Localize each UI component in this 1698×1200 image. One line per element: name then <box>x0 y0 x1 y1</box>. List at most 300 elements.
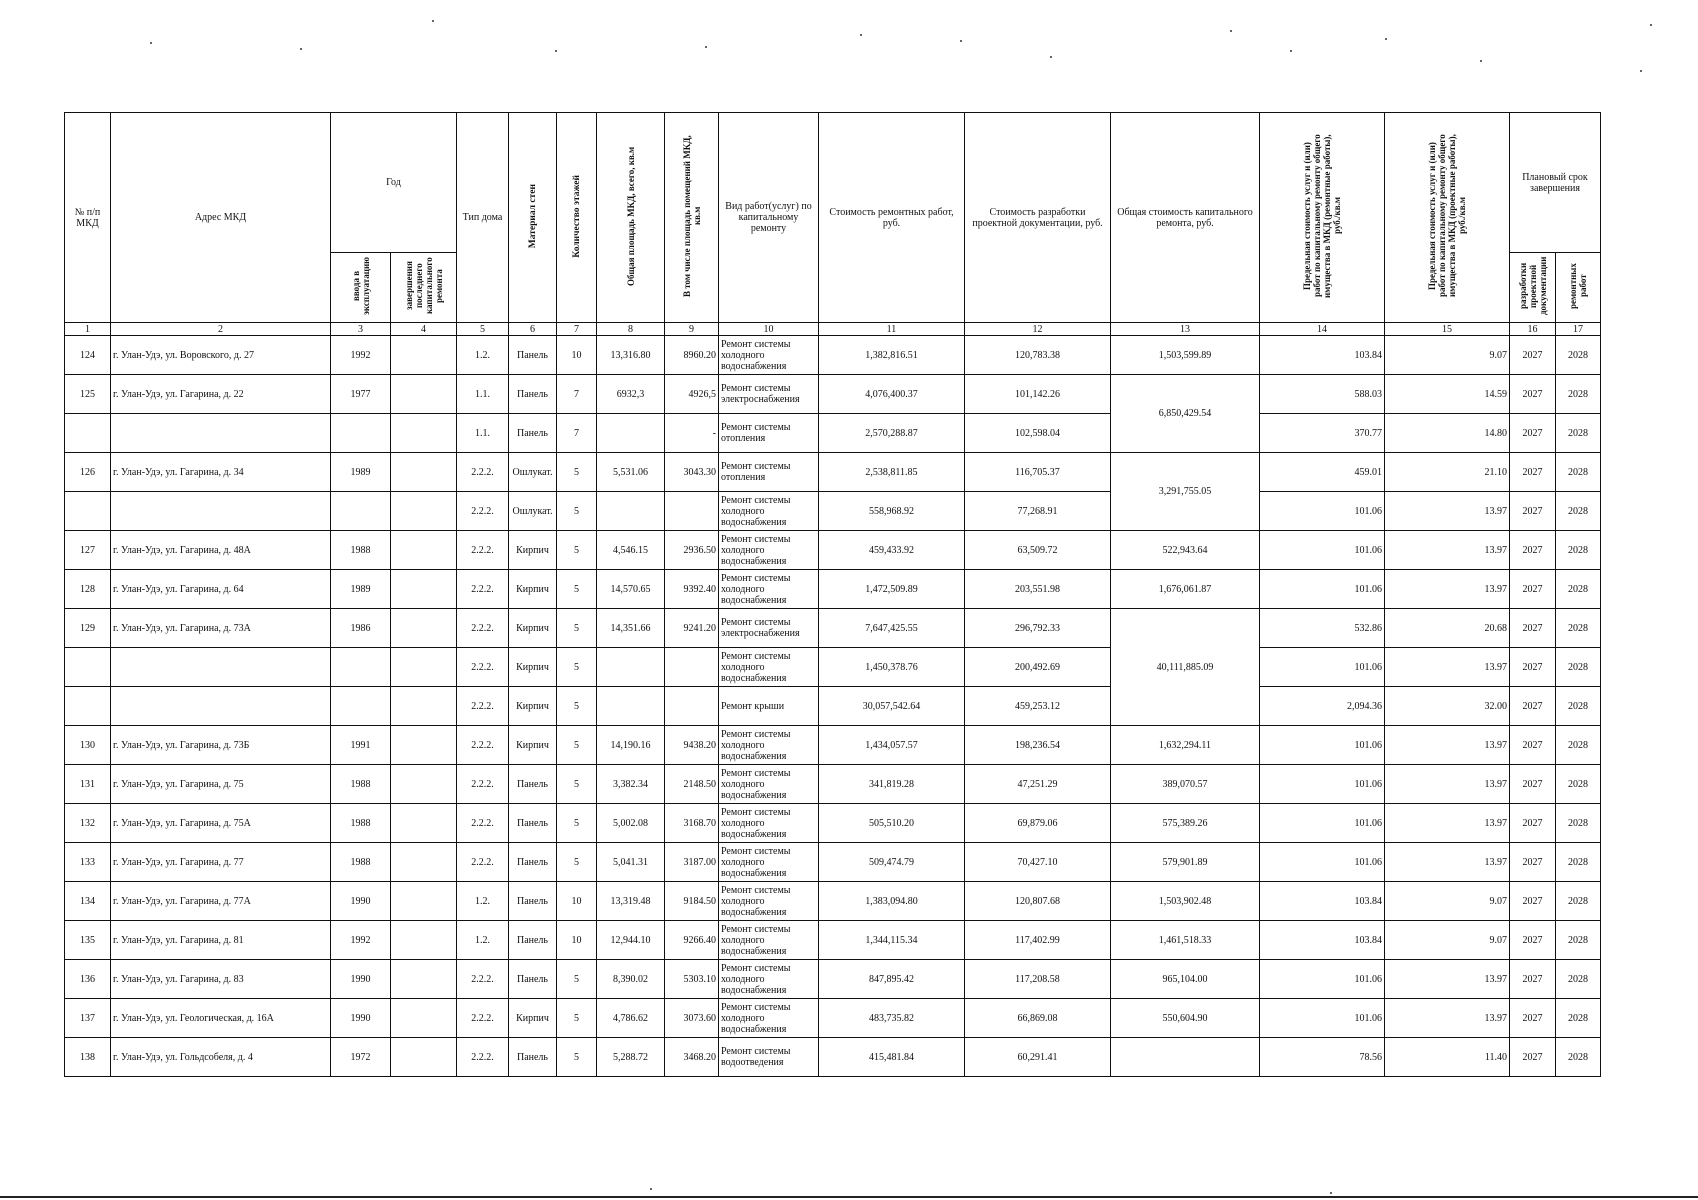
row-number <box>65 648 111 687</box>
row-number: 134 <box>65 882 111 921</box>
column-number: 12 <box>965 323 1111 336</box>
row-address: г. Улан-Удэ, ул. Гагарина, д. 64 <box>111 570 331 609</box>
row-house-type: 1.2. <box>457 882 509 921</box>
row-deadline-design: 2027 <box>1510 882 1556 921</box>
table-row <box>65 804 1601 843</box>
row-repair-cost: 7,647,425.55 <box>819 609 965 648</box>
row-house-type: 2.2.2. <box>457 570 509 609</box>
row-limit-cost-design: 14.80 <box>1385 414 1510 453</box>
row-deadline-repair: 2028 <box>1556 960 1601 999</box>
row-work-type: Ремонт системы холодного водоснабжения <box>719 921 819 960</box>
column-number: 8 <box>597 323 665 336</box>
table-row <box>65 843 1601 882</box>
row-limit-cost-repair: 101.06 <box>1260 531 1385 570</box>
row-total-cost: 1,503,599.89 <box>1111 336 1260 375</box>
row-design-cost: 63,509.72 <box>965 531 1111 570</box>
row-floors: 5 <box>557 843 597 882</box>
row-address: г. Улан-Удэ, ул. Гагарина, д. 83 <box>111 960 331 999</box>
table-row <box>65 1038 1601 1077</box>
row-number: 127 <box>65 531 111 570</box>
row-year-commission: 1977 <box>331 375 391 414</box>
table-row <box>65 453 1601 492</box>
row-number: 132 <box>65 804 111 843</box>
row-number: 130 <box>65 726 111 765</box>
row-repair-cost: 483,735.82 <box>819 999 965 1038</box>
table-row <box>65 375 1601 414</box>
row-design-cost: 120,783.38 <box>965 336 1111 375</box>
row-deadline-design: 2027 <box>1510 687 1556 726</box>
row-deadline-design: 2027 <box>1510 492 1556 531</box>
row-work-type: Ремонт системы отопления <box>719 414 819 453</box>
row-work-type: Ремонт системы холодного водоснабжения <box>719 648 819 687</box>
row-wall-material: Кирпич <box>509 999 557 1038</box>
row-deadline-design: 2027 <box>1510 609 1556 648</box>
row-premises-area <box>665 687 719 726</box>
row-limit-cost-design: 13.97 <box>1385 492 1510 531</box>
row-premises-area: 3073.60 <box>665 999 719 1038</box>
row-year-commission: 1972 <box>331 1038 391 1077</box>
column-number: 2 <box>111 323 331 336</box>
row-deadline-repair: 2028 <box>1556 453 1601 492</box>
row-repair-cost: 1,472,509.89 <box>819 570 965 609</box>
row-total-area: 5,002.08 <box>597 804 665 843</box>
row-repair-cost: 505,510.20 <box>819 804 965 843</box>
row-floors: 5 <box>557 999 597 1038</box>
row-year-commission: 1986 <box>331 609 391 648</box>
row-premises-area: 9266.40 <box>665 921 719 960</box>
row-address <box>111 648 331 687</box>
column-number: 10 <box>719 323 819 336</box>
header-total-area <box>597 113 665 323</box>
scan-speck <box>300 48 302 50</box>
header-year-last-repair <box>391 253 457 323</box>
row-year-commission <box>331 492 391 531</box>
header-premises-area <box>665 113 719 323</box>
header-design-cost: Стоимость разработки проектной документации, руб. <box>965 113 1111 323</box>
row-deadline-repair: 2028 <box>1556 336 1601 375</box>
row-wall-material: Панель <box>509 414 557 453</box>
row-year-last-repair <box>391 453 457 492</box>
column-number: 1 <box>65 323 111 336</box>
row-year-last-repair <box>391 336 457 375</box>
table-row <box>65 648 1601 687</box>
row-deadline-repair: 2028 <box>1556 726 1601 765</box>
header-address: Адрес МКД <box>111 113 331 323</box>
row-house-type: 2.2.2. <box>457 804 509 843</box>
scan-speck <box>150 42 152 44</box>
row-deadline-repair: 2028 <box>1556 648 1601 687</box>
row-premises-area: 3043.30 <box>665 453 719 492</box>
row-premises-area: 4926,5 <box>665 375 719 414</box>
row-total-cost: 1,461,518.33 <box>1111 921 1260 960</box>
row-design-cost: 296,792.33 <box>965 609 1111 648</box>
repair-table <box>64 112 1601 1077</box>
row-address: г. Улан-Удэ, ул. Гагарина, д. 22 <box>111 375 331 414</box>
row-total-cost: 522,943.64 <box>1111 531 1260 570</box>
row-premises-area: 9184.50 <box>665 882 719 921</box>
row-wall-material: Кирпич <box>509 531 557 570</box>
row-deadline-repair: 2028 <box>1556 414 1601 453</box>
row-premises-area <box>665 492 719 531</box>
row-address: г. Улан-Удэ, ул. Гольдсобеля, д. 4 <box>111 1038 331 1077</box>
header-deadline-repair <box>1556 253 1601 323</box>
row-house-type: 1.2. <box>457 921 509 960</box>
row-floors: 7 <box>557 375 597 414</box>
row-design-cost: 200,492.69 <box>965 648 1111 687</box>
row-wall-material: Кирпич <box>509 687 557 726</box>
row-total-area: 6932,3 <box>597 375 665 414</box>
row-total-area: 13,316.80 <box>597 336 665 375</box>
row-premises-area: 3168.70 <box>665 804 719 843</box>
row-address: г. Улан-Удэ, ул. Гагарина, д. 75А <box>111 804 331 843</box>
row-number: 137 <box>65 999 111 1038</box>
header-wall-material <box>509 113 557 323</box>
row-limit-cost-design: 9.07 <box>1385 882 1510 921</box>
row-deadline-repair: 2028 <box>1556 999 1601 1038</box>
row-work-type: Ремонт системы электроснабжения <box>719 375 819 414</box>
row-house-type: 2.2.2. <box>457 648 509 687</box>
header-row <box>65 113 1601 253</box>
row-total-area: 13,319.48 <box>597 882 665 921</box>
row-deadline-design: 2027 <box>1510 531 1556 570</box>
row-work-type: Ремонт системы холодного водоснабжения <box>719 804 819 843</box>
row-year-commission: 1992 <box>331 336 391 375</box>
row-deadline-design: 2027 <box>1510 960 1556 999</box>
row-repair-cost: 509,474.79 <box>819 843 965 882</box>
row-design-cost: 117,208.58 <box>965 960 1111 999</box>
row-house-type: 2.2.2. <box>457 765 509 804</box>
row-year-last-repair <box>391 492 457 531</box>
row-year-last-repair <box>391 843 457 882</box>
row-limit-cost-repair: 103.84 <box>1260 921 1385 960</box>
row-premises-area: 2148.50 <box>665 765 719 804</box>
row-number: 138 <box>65 1038 111 1077</box>
table-row <box>65 687 1601 726</box>
table-row <box>65 999 1601 1038</box>
row-work-type: Ремонт крыши <box>719 687 819 726</box>
row-year-last-repair <box>391 726 457 765</box>
row-deadline-repair: 2028 <box>1556 687 1601 726</box>
row-house-type: 2.2.2. <box>457 609 509 648</box>
row-design-cost: 198,236.54 <box>965 726 1111 765</box>
row-house-type: 2.2.2. <box>457 999 509 1038</box>
row-number <box>65 687 111 726</box>
table-row <box>65 531 1601 570</box>
row-design-cost: 47,251.29 <box>965 765 1111 804</box>
row-repair-cost: 2,570,288.87 <box>819 414 965 453</box>
row-address: г. Улан-Удэ, ул. Гагарина, д. 75 <box>111 765 331 804</box>
row-year-last-repair <box>391 609 457 648</box>
row-wall-material: Панель <box>509 765 557 804</box>
row-work-type: Ремонт системы электроснабжения <box>719 609 819 648</box>
row-deadline-design: 2027 <box>1510 843 1556 882</box>
row-design-cost: 77,268.91 <box>965 492 1111 531</box>
row-deadline-repair: 2028 <box>1556 1038 1601 1077</box>
row-total-cost: 965,104.00 <box>1111 960 1260 999</box>
row-year-commission: 1988 <box>331 804 391 843</box>
row-house-type: 2.2.2. <box>457 843 509 882</box>
row-design-cost: 69,879.06 <box>965 804 1111 843</box>
row-premises-area: 9392.40 <box>665 570 719 609</box>
row-number: 131 <box>65 765 111 804</box>
row-floors: 5 <box>557 648 597 687</box>
row-limit-cost-repair: 103.84 <box>1260 882 1385 921</box>
row-year-last-repair <box>391 1038 457 1077</box>
row-wall-material: Кирпич <box>509 570 557 609</box>
row-design-cost: 102,598.04 <box>965 414 1111 453</box>
row-design-cost: 60,291.41 <box>965 1038 1111 1077</box>
row-address: г. Улан-Удэ, ул. Воровского, д. 27 <box>111 336 331 375</box>
row-deadline-repair: 2028 <box>1556 609 1601 648</box>
row-floors: 5 <box>557 453 597 492</box>
row-total-cost <box>1111 1038 1260 1077</box>
row-total-area: 4,786.62 <box>597 999 665 1038</box>
row-address: г. Улан-Удэ, ул. Гагарина, д. 73А <box>111 609 331 648</box>
row-repair-cost: 1,344,115.34 <box>819 921 965 960</box>
header-num: № п/п МКД <box>65 113 111 323</box>
row-wall-material: Панель <box>509 1038 557 1077</box>
row-premises-area: 5303.10 <box>665 960 719 999</box>
row-premises-area: 9438.20 <box>665 726 719 765</box>
scan-bottom-edge <box>0 1196 1698 1198</box>
row-total-area: 12,944.10 <box>597 921 665 960</box>
header-year-last-repair-text: завершения последнего капитального ремонта <box>403 257 444 315</box>
row-premises-area: 3187.00 <box>665 843 719 882</box>
header-work-type: Вид работ(услуг) по капитальному ремонту <box>719 113 819 323</box>
row-year-last-repair <box>391 960 457 999</box>
row-number: 125 <box>65 375 111 414</box>
row-limit-cost-repair: 101.06 <box>1260 492 1385 531</box>
row-work-type: Ремонт системы холодного водоснабжения <box>719 570 819 609</box>
row-deadline-design: 2027 <box>1510 765 1556 804</box>
scan-speck <box>1290 50 1292 52</box>
row-limit-cost-design: 14.59 <box>1385 375 1510 414</box>
row-total-area: 14,351.66 <box>597 609 665 648</box>
row-limit-cost-repair: 101.06 <box>1260 999 1385 1038</box>
table-row <box>65 609 1601 648</box>
row-work-type: Ремонт системы холодного водоснабжения <box>719 492 819 531</box>
row-floors: 5 <box>557 609 597 648</box>
row-total-area <box>597 414 665 453</box>
scan-speck <box>705 46 707 48</box>
row-work-type: Ремонт системы холодного водоснабжения <box>719 960 819 999</box>
row-year-last-repair <box>391 687 457 726</box>
row-number <box>65 492 111 531</box>
header-year: Год <box>331 113 457 253</box>
row-wall-material: Кирпич <box>509 648 557 687</box>
row-total-cost: 3,291,755.05 <box>1111 453 1260 531</box>
row-house-type: 1.1. <box>457 414 509 453</box>
header-total-area-text: Общая площадь МКД, всего, кв.м <box>625 146 636 286</box>
row-limit-cost-design: 21.10 <box>1385 453 1510 492</box>
row-limit-cost-design: 9.07 <box>1385 336 1510 375</box>
row-limit-cost-repair: 101.06 <box>1260 648 1385 687</box>
row-house-type: 1.1. <box>457 375 509 414</box>
row-year-commission: 1988 <box>331 765 391 804</box>
row-total-area: 14,570.65 <box>597 570 665 609</box>
row-work-type: Ремонт системы отопления <box>719 453 819 492</box>
row-deadline-repair: 2028 <box>1556 921 1601 960</box>
header-floors-text: Количество этажей <box>571 174 582 258</box>
row-limit-cost-repair: 101.06 <box>1260 843 1385 882</box>
row-address: г. Улан-Удэ, ул. Гагарина, д. 77 <box>111 843 331 882</box>
row-limit-cost-design: 13.97 <box>1385 531 1510 570</box>
row-deadline-design: 2027 <box>1510 570 1556 609</box>
row-total-cost: 40,111,885.09 <box>1111 609 1260 726</box>
row-deadline-design: 2027 <box>1510 414 1556 453</box>
row-floors: 10 <box>557 882 597 921</box>
row-address: г. Улан-Удэ, ул. Гагарина, д. 48А <box>111 531 331 570</box>
row-premises-area: 3468.20 <box>665 1038 719 1077</box>
row-year-commission: 1988 <box>331 531 391 570</box>
row-house-type: 1.2. <box>457 336 509 375</box>
row-number <box>65 414 111 453</box>
row-address: г. Улан-Удэ, ул. Гагарина, д. 81 <box>111 921 331 960</box>
row-wall-material: Ошлукат. <box>509 492 557 531</box>
row-number: 129 <box>65 609 111 648</box>
row-total-cost: 389,070.57 <box>1111 765 1260 804</box>
row-number: 124 <box>65 336 111 375</box>
row-deadline-design: 2027 <box>1510 375 1556 414</box>
row-wall-material: Панель <box>509 336 557 375</box>
row-house-type: 2.2.2. <box>457 531 509 570</box>
row-wall-material: Кирпич <box>509 726 557 765</box>
table-row <box>65 726 1601 765</box>
row-address: г. Улан-Удэ, ул. Гагарина, д. 73Б <box>111 726 331 765</box>
row-work-type: Ремонт системы холодного водоснабжения <box>719 765 819 804</box>
table-row <box>65 765 1601 804</box>
row-deadline-design: 2027 <box>1510 726 1556 765</box>
column-number: 11 <box>819 323 965 336</box>
row-limit-cost-design: 13.97 <box>1385 765 1510 804</box>
row-total-cost: 1,503,902.48 <box>1111 882 1260 921</box>
row-year-commission: 1990 <box>331 999 391 1038</box>
row-limit-cost-design: 13.97 <box>1385 648 1510 687</box>
scan-speck <box>1230 30 1232 32</box>
row-design-cost: 117,402.99 <box>965 921 1111 960</box>
row-floors: 10 <box>557 336 597 375</box>
row-year-commission: 1991 <box>331 726 391 765</box>
row-deadline-repair: 2028 <box>1556 882 1601 921</box>
row-total-cost: 575,389.26 <box>1111 804 1260 843</box>
row-floors: 5 <box>557 726 597 765</box>
header-year-commission <box>331 253 391 323</box>
row-year-last-repair <box>391 570 457 609</box>
row-floors: 7 <box>557 414 597 453</box>
row-repair-cost: 4,076,400.37 <box>819 375 965 414</box>
column-number: 15 <box>1385 323 1510 336</box>
row-limit-cost-repair: 101.06 <box>1260 765 1385 804</box>
row-address: г. Улан-Удэ, ул. Гагарина, д. 34 <box>111 453 331 492</box>
table-row <box>65 492 1601 531</box>
scan-speck <box>1050 56 1052 58</box>
row-year-last-repair <box>391 921 457 960</box>
row-limit-cost-repair: 101.06 <box>1260 570 1385 609</box>
row-floors: 5 <box>557 1038 597 1077</box>
row-limit-cost-design: 20.68 <box>1385 609 1510 648</box>
row-total-area: 3,382.34 <box>597 765 665 804</box>
row-limit-cost-repair: 101.06 <box>1260 804 1385 843</box>
header-deadline-design <box>1510 253 1556 323</box>
row-year-last-repair <box>391 414 457 453</box>
scan-speck <box>1640 70 1642 72</box>
row-repair-cost: 558,968.92 <box>819 492 965 531</box>
header-house-type: Тип дома <box>457 113 509 323</box>
row-repair-cost: 2,538,811.85 <box>819 453 965 492</box>
row-deadline-repair: 2028 <box>1556 375 1601 414</box>
row-limit-cost-repair: 532.86 <box>1260 609 1385 648</box>
row-deadline-repair: 2028 <box>1556 765 1601 804</box>
row-year-commission <box>331 648 391 687</box>
row-repair-cost: 459,433.92 <box>819 531 965 570</box>
row-deadline-repair: 2028 <box>1556 492 1601 531</box>
row-year-commission: 1992 <box>331 921 391 960</box>
row-year-commission: 1989 <box>331 453 391 492</box>
row-total-area <box>597 648 665 687</box>
row-limit-cost-design: 13.97 <box>1385 843 1510 882</box>
row-total-area: 5,288.72 <box>597 1038 665 1077</box>
row-design-cost: 120,807.68 <box>965 882 1111 921</box>
row-limit-cost-repair: 101.06 <box>1260 960 1385 999</box>
header-limit-cost-repair <box>1260 113 1385 323</box>
row-deadline-design: 2027 <box>1510 804 1556 843</box>
row-limit-cost-design: 32.00 <box>1385 687 1510 726</box>
header-premises-area-text: В том числе площадь помещений МКД, кв.м <box>681 135 702 297</box>
row-repair-cost: 341,819.28 <box>819 765 965 804</box>
header-limit-cost-repair-text: Предельная стоимость услуг и (или) работ по капитальному ремонту общего имущества в МКД (ремонтные работы), руб./кв.м <box>1302 134 1342 298</box>
row-year-commission: 1988 <box>331 843 391 882</box>
column-number: 13 <box>1111 323 1260 336</box>
table-row <box>65 570 1601 609</box>
row-year-commission <box>331 687 391 726</box>
row-limit-cost-repair: 370.77 <box>1260 414 1385 453</box>
row-house-type: 2.2.2. <box>457 960 509 999</box>
row-limit-cost-repair: 103.84 <box>1260 336 1385 375</box>
row-floors: 5 <box>557 960 597 999</box>
row-house-type: 2.2.2. <box>457 453 509 492</box>
row-limit-cost-design: 9.07 <box>1385 921 1510 960</box>
row-repair-cost: 847,895.42 <box>819 960 965 999</box>
row-total-area <box>597 687 665 726</box>
row-work-type: Ремонт системы холодного водоснабжения <box>719 999 819 1038</box>
row-work-type: Ремонт системы холодного водоснабжения <box>719 336 819 375</box>
table-body <box>65 336 1601 1077</box>
scan-speck <box>960 40 962 42</box>
row-number: 133 <box>65 843 111 882</box>
row-wall-material: Панель <box>509 804 557 843</box>
row-house-type: 2.2.2. <box>457 492 509 531</box>
row-deadline-design: 2027 <box>1510 1038 1556 1077</box>
row-house-type: 2.2.2. <box>457 687 509 726</box>
row-repair-cost: 1,382,816.51 <box>819 336 965 375</box>
row-house-type: 2.2.2. <box>457 726 509 765</box>
header-repair-cost: Стоимость ремонтных работ, руб. <box>819 113 965 323</box>
header-limit-cost-design <box>1385 113 1510 323</box>
row-floors: 5 <box>557 765 597 804</box>
row-total-area: 4,546.15 <box>597 531 665 570</box>
row-premises-area: - <box>665 414 719 453</box>
row-design-cost: 203,551.98 <box>965 570 1111 609</box>
row-address: г. Улан-Удэ, ул. Гагарина, д. 77А <box>111 882 331 921</box>
column-number: 6 <box>509 323 557 336</box>
row-premises-area <box>665 648 719 687</box>
row-year-last-repair <box>391 648 457 687</box>
scan-speck <box>1480 60 1482 62</box>
row-repair-cost: 1,434,057.57 <box>819 726 965 765</box>
row-year-last-repair <box>391 999 457 1038</box>
row-design-cost: 66,869.08 <box>965 999 1111 1038</box>
row-limit-cost-repair: 588.03 <box>1260 375 1385 414</box>
